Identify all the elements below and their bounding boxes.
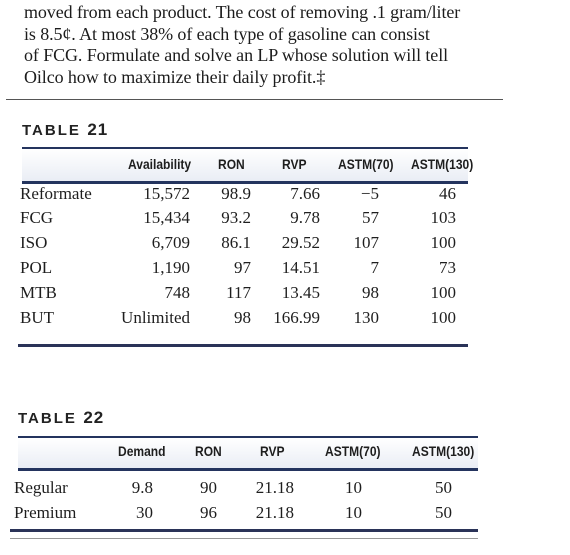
row-label: POL [20, 258, 53, 277]
table-cell: 13.45 [281, 283, 320, 302]
table-cell: 103 [430, 208, 456, 227]
table-cell: 10 [345, 478, 362, 497]
table-number: 22 [83, 408, 105, 427]
table-cell: 21.18 [255, 478, 294, 497]
table-cell: 7 [370, 258, 379, 277]
table-21-title [22, 120, 108, 140]
row-label: ISO [20, 233, 48, 252]
col-header-astm130: ASTM(130) [411, 156, 474, 172]
table-cell: 9.8 [131, 478, 153, 497]
table-cell: 86.1 [221, 233, 251, 252]
table-cell: 107 [353, 233, 379, 252]
table-cell: 117 [226, 283, 251, 302]
table-cell: 50 [435, 478, 452, 497]
table-cell: 98 [234, 308, 251, 327]
row-label: MTB [20, 283, 57, 302]
col-header-availability: Availability [128, 156, 192, 172]
row-label: BUT [20, 308, 54, 327]
table-cell: 73 [439, 258, 456, 277]
table-cell: 96 [200, 503, 217, 522]
row-label: Premium [14, 503, 77, 522]
section-divider [6, 99, 503, 100]
table-cell: 93.2 [221, 208, 251, 227]
text-line: is 8.5¢. At most 38% of each type of gasoline can consist [24, 23, 430, 44]
table-cell: 100 [430, 233, 456, 252]
table-label: TABLE [22, 122, 81, 139]
table-22-title [18, 408, 104, 428]
table-cell: 57 [362, 208, 379, 227]
table-cell: 15,572 [143, 184, 190, 203]
table-21-bottom-rule [18, 344, 468, 347]
table-cell: 29.52 [281, 233, 320, 252]
table-cell: 90 [200, 478, 217, 497]
table-cell: 30 [136, 503, 153, 522]
col-header-astm130: ASTM(130) [412, 443, 475, 459]
table-22-header-rule [18, 468, 478, 471]
table-cell: 100 [430, 283, 456, 302]
text-line: Oilco how to maximize their daily profit.‡ [24, 66, 326, 87]
table-cell: 748 [164, 283, 190, 302]
row-label: Regular [14, 478, 68, 497]
table-cell: 98.9 [221, 184, 251, 203]
table-cell: 15,434 [143, 208, 190, 227]
text-line: moved from each product. The cost of removing .1 gram/liter [24, 2, 461, 22]
table-cell: 10 [345, 503, 362, 522]
problem-text [24, 2, 504, 88]
table-cell: 6,709 [151, 233, 190, 252]
col-header-astm70: ASTM(70) [338, 156, 394, 172]
table-cell: 50 [435, 503, 452, 522]
table-label: TABLE [18, 410, 77, 427]
table-cell: −5 [360, 184, 379, 203]
table-cell: 1,190 [151, 258, 190, 277]
col-header-demand: Demand [118, 443, 166, 459]
row-label: Reformate [20, 184, 92, 203]
table-22-header-band [18, 436, 478, 470]
col-header-rvp: RVP [282, 156, 307, 172]
table-cell: 166.99 [273, 308, 320, 327]
table-cell: 9.78 [290, 208, 320, 227]
col-header-rvp: RVP [260, 443, 285, 459]
row-label: FCG [20, 208, 54, 227]
table-number: 21 [87, 120, 109, 139]
page-bottom-rule [10, 538, 478, 539]
table-cell: 100 [430, 308, 456, 327]
text-line: of FCG. Formulate and solve an LP whose solution will tell [24, 45, 449, 65]
table-21-header-band [22, 147, 468, 183]
table-cell: 130 [353, 308, 379, 327]
table-cell: 7.66 [290, 184, 320, 203]
col-header-ron: RON [218, 156, 245, 172]
table-cell: 14.51 [281, 258, 320, 277]
table-cell: 97 [234, 258, 251, 277]
table-cell: 98 [362, 283, 379, 302]
table-cell: Unlimited [121, 308, 190, 327]
table-cell: 46 [439, 184, 456, 203]
col-header-astm70: ASTM(70) [325, 443, 381, 459]
table-cell: 21.18 [255, 503, 294, 522]
col-header-ron: RON [195, 443, 222, 459]
table-22-bottom-rule [10, 529, 478, 532]
